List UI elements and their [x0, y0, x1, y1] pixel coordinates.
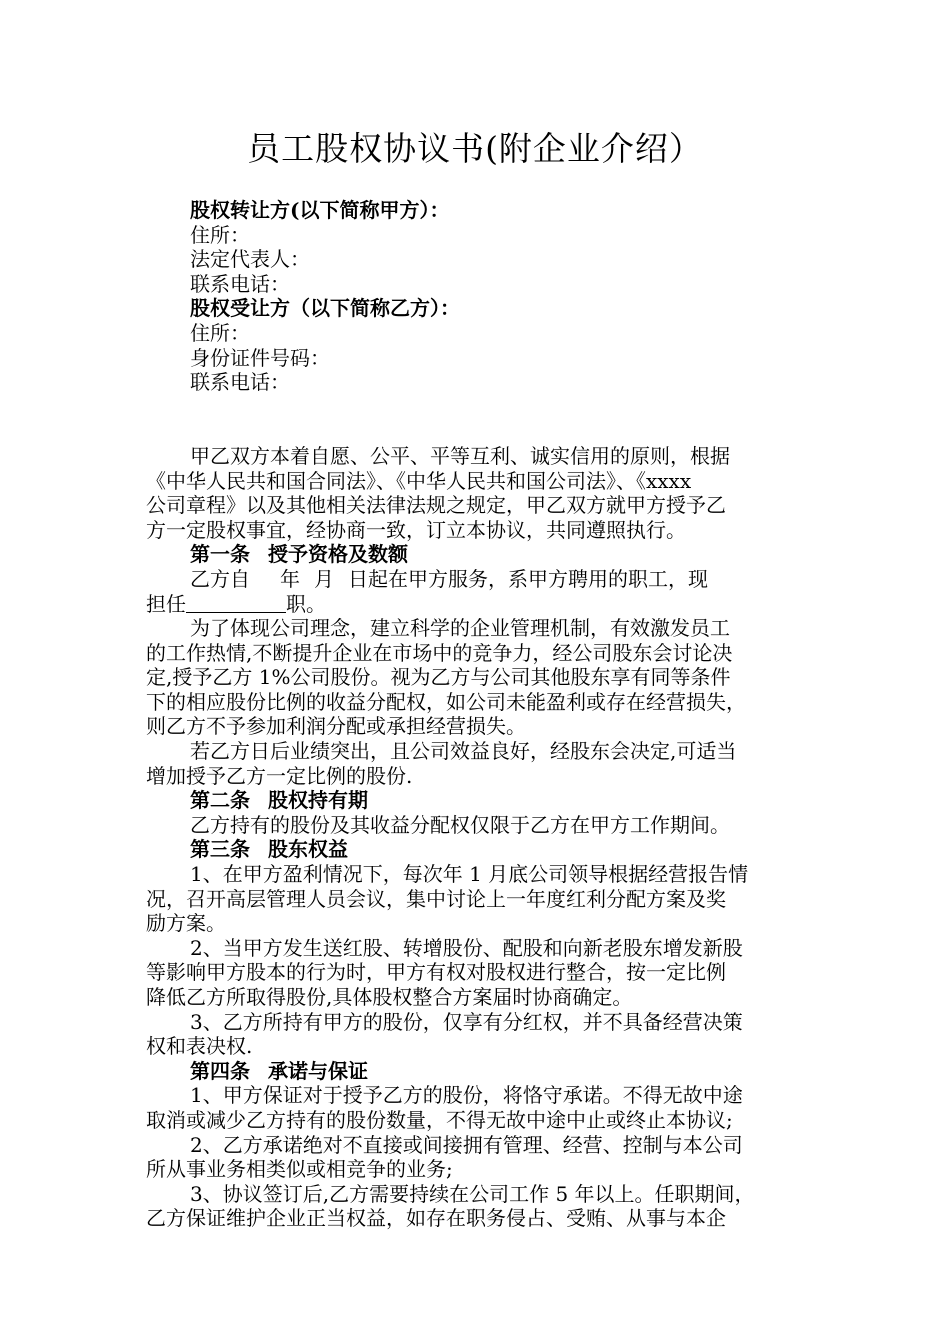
- article-3-line: 况，召开高层管理人员会议，集中讨论上一年度红利分配方案及奖: [146, 886, 726, 911]
- spacer: [146, 395, 812, 420]
- article-1-line: 则乙方不予参加利润分配或承担经营损失。: [146, 714, 526, 739]
- article-4-heading: [146, 1059, 812, 1084]
- article-1-line: 为了体现公司理念，建立科学的企业管理机制，有效激发员工: [190, 616, 730, 641]
- article-number: 第一条: [190, 542, 250, 567]
- article-1-line: 的工作热情,不断提升企业在市场中的竞争力，经公司股东会讨论决: [146, 640, 733, 665]
- transferee-label: 股权受让方（以下简称乙方）：: [190, 296, 460, 321]
- document-title: 员工股权协议书(附企业介绍）: [247, 129, 703, 168]
- article-subject: 承诺与保证: [268, 1058, 368, 1083]
- article-1-line: 下的相应股份比例的收益分配权，如公司未能盈利或存在经营损失，: [146, 689, 746, 714]
- article-4-line: 2、乙方承诺绝对不直接或间接拥有管理、经营、控制与本公司: [190, 1132, 743, 1157]
- transferor-address: 住所：: [190, 222, 250, 247]
- article-1-heading: [146, 542, 812, 567]
- article-4-line: 1、甲方保证对于授予乙方的股份，将恪守承诺。不得无故中途: [190, 1083, 743, 1108]
- transferor-phone: 联系电话：: [190, 271, 290, 296]
- article-3-line: 降低乙方所取得股份,具体股权整合方案届时协商确定。: [146, 985, 633, 1009]
- intro-line: 甲乙双方本着自愿、公平、平等互利、诚实信用的原则，根据: [190, 443, 730, 468]
- text-span: 乙方自: [190, 566, 250, 591]
- transferee-id-number: 身份证件号码：: [190, 345, 330, 370]
- article-2-line: 乙方持有的股份及其收益分配权仅限于乙方在甲方工作期间。: [190, 812, 730, 837]
- article-2-heading: [146, 788, 812, 813]
- article-3-line: 等影响甲方股本的行为时，甲方有权对股权进行整合，按一定比例: [146, 960, 726, 985]
- article-3-line: 权和表决权.: [146, 1034, 253, 1059]
- article-3-line: 2、当甲方发生送红股、转增股份、配股和向新老股东增发新股: [190, 935, 743, 960]
- article-number: 第二条: [190, 788, 250, 813]
- intro-line: 《中华人民共和国合同法》、《中华人民共和国公司法》、《xxxx: [146, 468, 692, 493]
- article-subject: 股权持有期: [268, 788, 368, 813]
- article-subject: 授予资格及数额: [268, 542, 408, 567]
- text-span: 日起在甲方服务，系甲方聘用的职工，现: [348, 566, 708, 591]
- article-4-line: 3、协议签订后,乙方需要持续在公司工作 5 年以上。任职期间，: [190, 1181, 755, 1206]
- transferee-phone: 联系电话：: [190, 370, 290, 395]
- article-1-line: 增加授予乙方一定比例的股份.: [146, 763, 413, 788]
- article-4-line: 乙方保证维护企业正当权益，如存在职务侵占、受贿、从事与本企: [146, 1206, 726, 1231]
- transferor-label: 股权转让方(以下简称甲方）：: [190, 198, 450, 222]
- text-span: 担任: [146, 591, 186, 616]
- text-span: 年: [280, 566, 300, 591]
- article-subject: 股东权益: [268, 837, 348, 862]
- legal-representative: 法定代表人：: [190, 247, 310, 272]
- article-number: 第四条: [190, 1058, 250, 1083]
- article-4-line: 所从事业务相类似或相竞争的业务;: [146, 1157, 453, 1182]
- article-4-line: 取消或减少乙方持有的股份数量，不得无故中途中止或终止本协议;: [146, 1107, 733, 1132]
- transferee-address: 住所：: [190, 320, 250, 345]
- article-3-line: 1、在甲方盈利情况下，每次年 1 月底公司领导根据经营报告情: [190, 862, 749, 887]
- intro-line: 公司章程》以及其他相关法律法规之规定，甲乙双方就甲方授予乙: [146, 493, 726, 518]
- article-number: 第三条: [190, 837, 250, 862]
- article-1-line: [146, 592, 812, 617]
- text-span: 职。: [286, 591, 326, 616]
- article-3-line: 3、乙方所持有甲方的股份，仅享有分红权，并不具备经营决策: [190, 1009, 743, 1034]
- article-1-line: 若乙方日后业绩突出，且公司效益良好，经股东会决定,可适当: [190, 739, 737, 764]
- text-span: 月: [314, 566, 334, 591]
- article-1-line: 定,授予乙方 1%公司股份。视为乙方与公司其他股东享有同等条件: [146, 665, 731, 690]
- intro-line: 方一定股权事宜，经协商一致，订立本协议，共同遵照执行。: [146, 517, 686, 542]
- document-body: [146, 198, 812, 1231]
- article-1-line: [146, 567, 812, 592]
- position-blank: [186, 594, 286, 613]
- article-3-heading: [146, 837, 812, 862]
- spacer: [146, 419, 812, 444]
- article-3-line: 励方案。: [146, 911, 226, 936]
